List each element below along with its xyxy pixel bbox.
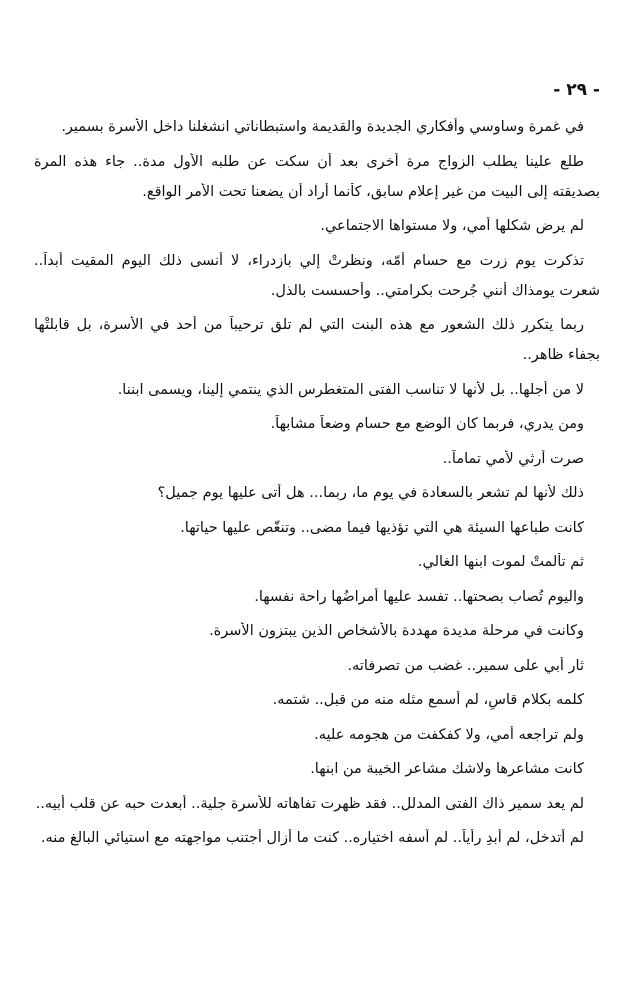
text-line: ثم تألمتْ لموت ابنها الغالي. — [417, 554, 584, 570]
text-line: لم يرض شكلها أمي، ولا مستواها الاجتماعي. — [320, 218, 584, 234]
body-text — [34, 118, 600, 848]
text-line: ومن يدري، فربما كان الوضع مع حسام وضعاً مشابهاً. — [270, 416, 584, 432]
text-line: ربما يتكرر ذلك الشعور مع هذه البنت التي لم تلق ترحيباً من أحد في الأسرة، بل قابلتْها — [34, 317, 584, 333]
text-line: بجفاء ظاهر.. — [522, 347, 600, 363]
text-line: وكانت في مرحلة مديدة مهددة بالأشخاص الذين يبتزون الأسرة. — [209, 623, 584, 639]
text-line: ولم تراجعه أمي، ولا كفكفت من هجومه عليه. — [314, 726, 584, 743]
text-line: لم أتدخل، لم أبدِ رأياً.. لم أسفه اختياره.. كنت ما أزال أجتنب مواجهته مع استيائي البالغ منه. — [40, 830, 584, 846]
text-line: لم يعد سمير ذاك الفتى المدلل.. فقد ظهرت تفاهاته للأسرة جلية.. أبعدت حبه عن قلب أبيه.. — [35, 795, 584, 812]
text-line: صرت أرثي لأمي تماماً.. — [442, 450, 584, 467]
text-line: كانت مشاعرها ولاشك مشاعر الخيبة من ابنها. — [310, 761, 584, 777]
text-line: كانت طباعها السيئة هي التي تؤذيها فيما مضى.. وتنغّص عليها حياتها. — [180, 519, 584, 536]
text-line: تذكرت يوم زرت مع حسام أمّه، ونظرتْ إلي بازدراء، لا أنسى ذلك اليوم المقيت أبداً.. — [34, 252, 584, 269]
text-line: ثار أبي على سمير.. غضب من تصرفاته. — [347, 657, 584, 674]
text-line: شعرت يومذاك أنني جُرحت بكرامتي.. وأحسست بالذل. — [270, 282, 600, 299]
text-line: في غمرة وساوسي وأفكاري الجديدة والقديمة واستبطاناتي انشغلنا داخل الأسرة بسمير. — [61, 119, 584, 135]
page-number: - ٢٩ - — [553, 80, 600, 100]
text-line: واليوم تُصاب بصحتها.. تفسد عليها أمراضُها راحة نفسها. — [254, 588, 584, 605]
text-line: ذلك لأنها لم تشعر بالسعادة في يوم ما، ربما... هل أتى عليها يوم جميل؟ — [157, 485, 584, 501]
text-line: لا من أجلها.. بل لأنها لا تناسب الفتى المتغطرس الذي ينتمي إلينا، ويسمى ابننا. — [117, 381, 584, 398]
text-line: كلمه بكلام قاسٍ، لم أسمع مثله منه من قبل.. شتمه. — [272, 692, 584, 708]
text-line: طلع علينا يطلب الزواج مرة أخرى بعد أن سكت عن طلبه الأول مدة.. جاء هذه المرة — [34, 153, 584, 170]
text-line: بصديقته إلى البيت من غير إعلام سابق، كأنما أراد أن يضعنا تحت الأمر الواقع. — [142, 183, 600, 200]
